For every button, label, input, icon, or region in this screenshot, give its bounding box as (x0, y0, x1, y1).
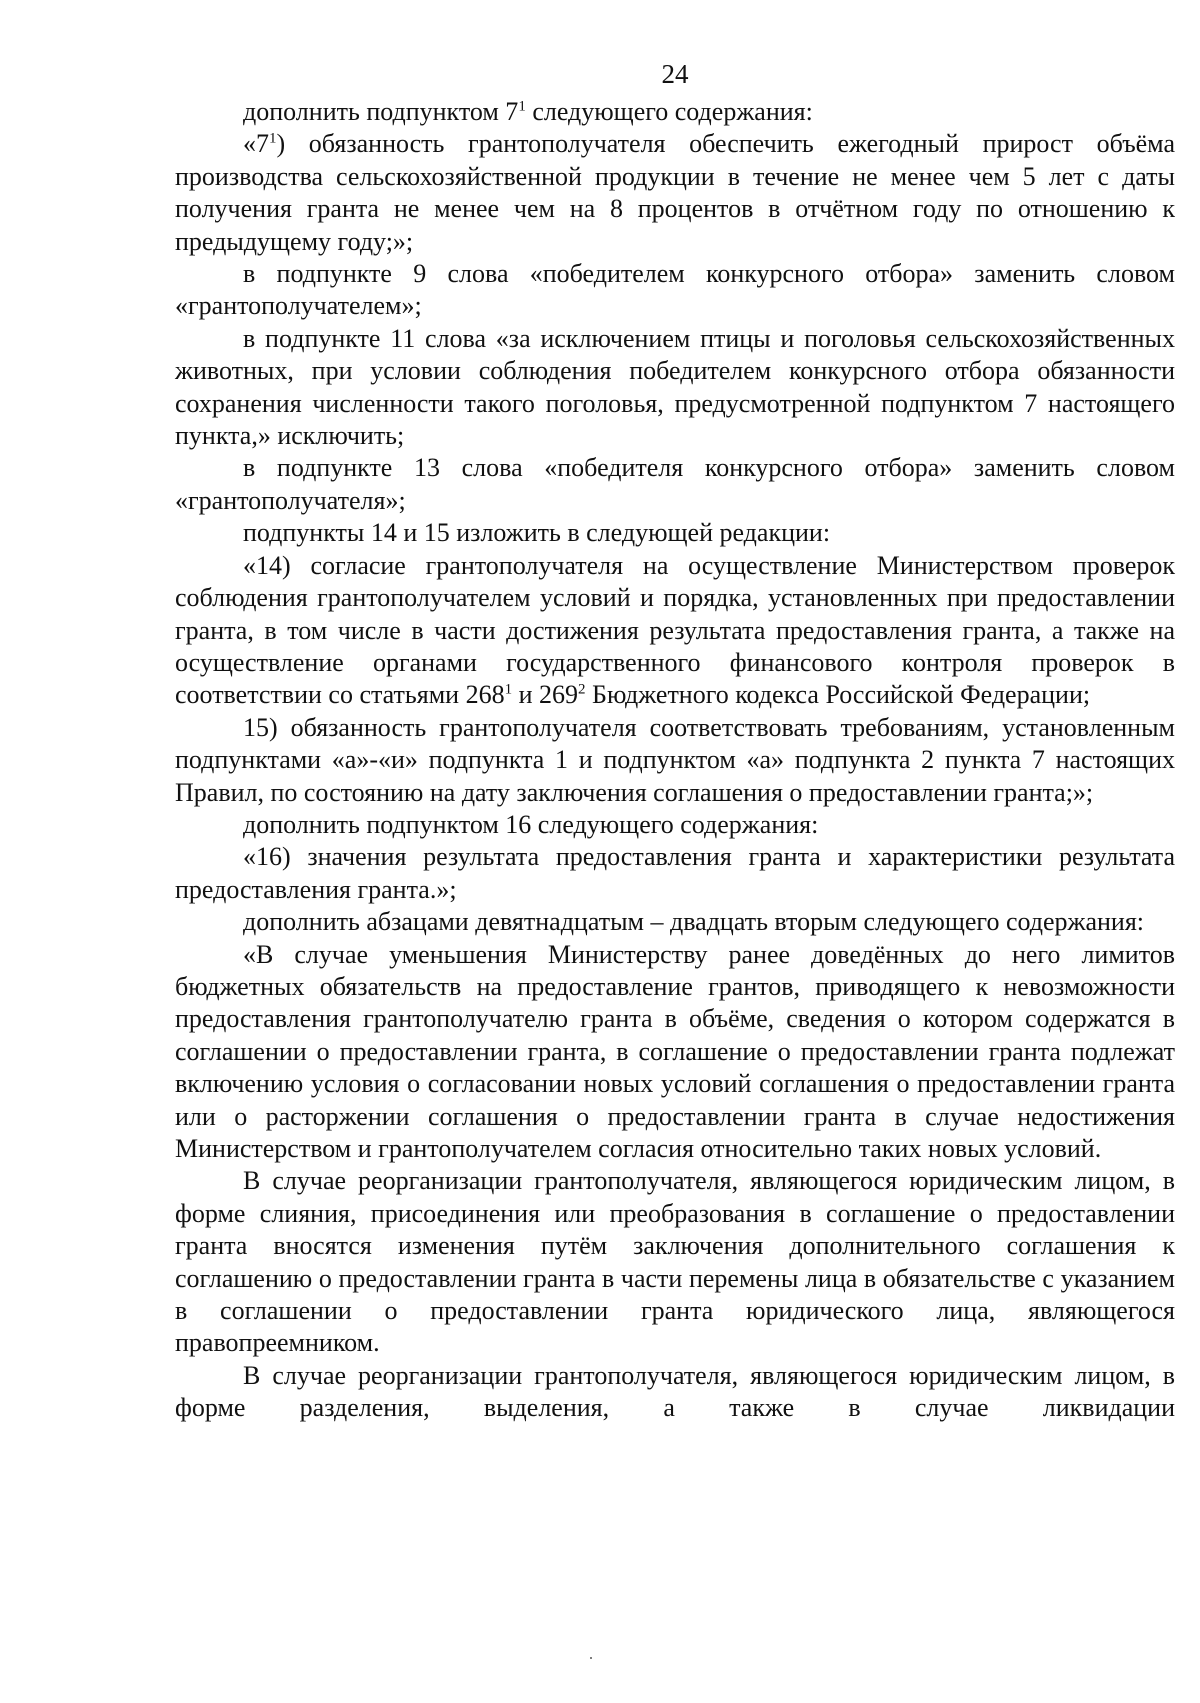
paragraph: дополнить абзацами девятнадцатым – двадцать вторым следующего содержания: (243, 907, 1145, 937)
paragraph: в подпункте 11 слова «за исключением птицы и поголовья сельскохозяйственных животных, при условии соблюдения победителем конкурсного отбора обязанности сохранения численности такого поголовья, предусмотренной подпунктом 7 настоящего пункта,» исключить; (175, 323, 1175, 451)
document-body (175, 96, 1175, 1425)
paragraph: «14) согласие грантополучателя на осуществление Министерством проверок соблюдения грантополучателем условий и порядка, установленных при предоставлении гранта, в том числе в части достижения результата предоставления гранта, а также на осуществление органами государственного финансового контроля проверок в соответствии со статьями $268^1$ и $269^2$ Бюджетного кодекса Российской Федерации; (175, 550, 1175, 710)
scan-speck (590, 1657, 592, 1659)
paragraph: дополнить подпунктом $7^1$ следующего содержания: (243, 97, 813, 126)
paragraph: подпункты 14 и 15 изложить в следующей редакции: (243, 518, 831, 548)
page-number: 24 (661, 59, 689, 89)
paragraph: «$7^1$) обязанность грантополучателя обеспечить ежегодный прирост объёма производства сельскохозяйственной продукции в течение не менее чем 5 лет с даты получения гранта не менее чем на 8 процентов в отчётном году по отношению к предыдущему году;»; (175, 129, 1175, 256)
paragraph: дополнить подпунктом 16 следующего содержания: (243, 809, 819, 839)
paragraph: в подпункте 13 слова «победителя конкурсного отбора» заменить словом «грантополучателя»; (175, 453, 1175, 515)
paragraph: «16) значения результата предоставления гранта и характеристики результата предоставления гранта.»; (175, 842, 1175, 904)
paragraph: «В случае уменьшения Министерству ранее доведённых до него лимитов бюджетных обязательств на предоставление грантов, приводящего к невозможности предоставления грантополучателю гранта в объёме, сведения о котором содержатся в соглашении о предоставлении гранта, в соглашение о предоставлении гранта подлежат включению условия о согласовании новых условий соглашения о предоставлении гранта или о расторжении соглашения о предоставлении гранта в случае недостижения Министерством и грантополучателем согласия относительно таких новых условий. (175, 939, 1175, 1163)
paragraph: 15) обязанность грантополучателя соответствовать требованиям, установленным подпунктами «а»-«и» подпункта 1 и подпунктом «а» подпункта 2 пункта 7 настоящих Правил, по состоянию на дату заключения соглашения о предоставлении гранта;»; (175, 712, 1175, 807)
paragraph: В случае реорганизации грантополучателя, являющегося юридическим лицом, в форме разделения, выделения, а также в случае ликвидации (175, 1360, 1175, 1423)
paragraph: в подпункте 9 слова «победителем конкурсного отбора» заменить словом «грантополучателем»; (175, 259, 1175, 321)
paragraph: В случае реорганизации грантополучателя, являющегося юридическим лицом, в форме слияния, присоединения или преобразования в соглашение о предоставлении гранта вносятся изменения путём заключения дополнительного соглашения к соглашению о предоставлении гранта в части перемены лица в обязательстве с указанием в соглашении о предоставлении гранта юридического лица, являющегося правопреемником. (175, 1166, 1175, 1358)
